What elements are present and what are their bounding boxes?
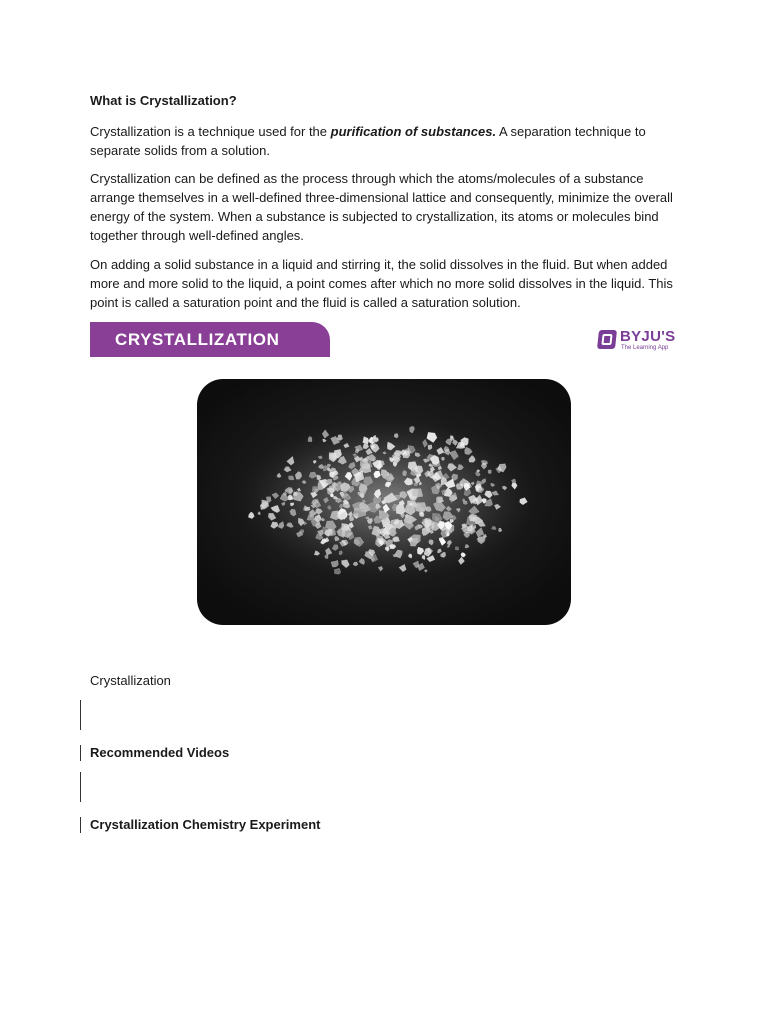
figure-caption: Crystallization (90, 673, 171, 688)
crystal-grain (358, 492, 361, 495)
byjus-logo-name: BYJU'S (620, 328, 676, 345)
crystal-grain (334, 568, 341, 574)
crystal-grain (305, 507, 310, 511)
byjus-logo (598, 327, 678, 353)
crystallization-banner (90, 322, 330, 357)
crystal-grain (282, 503, 285, 506)
experiment-heading: Crystallization Chemistry Experiment (90, 817, 321, 832)
crystal-grain (455, 547, 459, 550)
crystal-grain (419, 512, 424, 517)
divider-bar (80, 817, 81, 833)
crystal-grain (414, 483, 418, 486)
divider-bar (80, 772, 81, 802)
byjus-logo-icon (597, 330, 617, 349)
divider-bar (80, 745, 81, 761)
crystal-grain (343, 502, 350, 508)
crystal-grain (412, 489, 423, 497)
crystals-photo (197, 379, 571, 625)
section-heading: What is Crystallization? (90, 93, 237, 108)
paragraph-definition-start: Crystallization is a technique used for the (90, 124, 331, 139)
recommended-videos-heading: Recommended Videos (90, 745, 230, 760)
byjus-logo-tagline: The Learning App (621, 345, 669, 351)
banner-title: CRYSTALLIZATION (115, 330, 280, 349)
crystal-grain (329, 530, 336, 536)
divider-bar (80, 700, 81, 730)
crystal-grain (353, 507, 366, 517)
paragraph-saturation: On adding a solid substance in a liquid and stirring it, the solid dissolves in the fluid. But when added more and more solid to the liquid, a point comes after which no more solid dissolves in the liquid. This point is called a saturation point and the fluid is called a saturation solution. (90, 257, 673, 310)
paragraph-definition-end: A separation technique to separate solids from a solution. (90, 124, 646, 158)
crystal-grain (349, 516, 354, 521)
crystal-grain (315, 489, 318, 493)
paragraph-lattice: Crystallization can be defined as the process through which the atoms/molecules of a substance arrange themselves in a well-defined three-dimensional lattice and consequently, minimize the overall energy of the system. When a substance is subjected to crystallization, its atoms or molecules bind together through well-defined angles. (90, 171, 673, 243)
paragraph-definition (90, 122, 686, 160)
emphasis-purification: purification of substances. (330, 124, 497, 139)
